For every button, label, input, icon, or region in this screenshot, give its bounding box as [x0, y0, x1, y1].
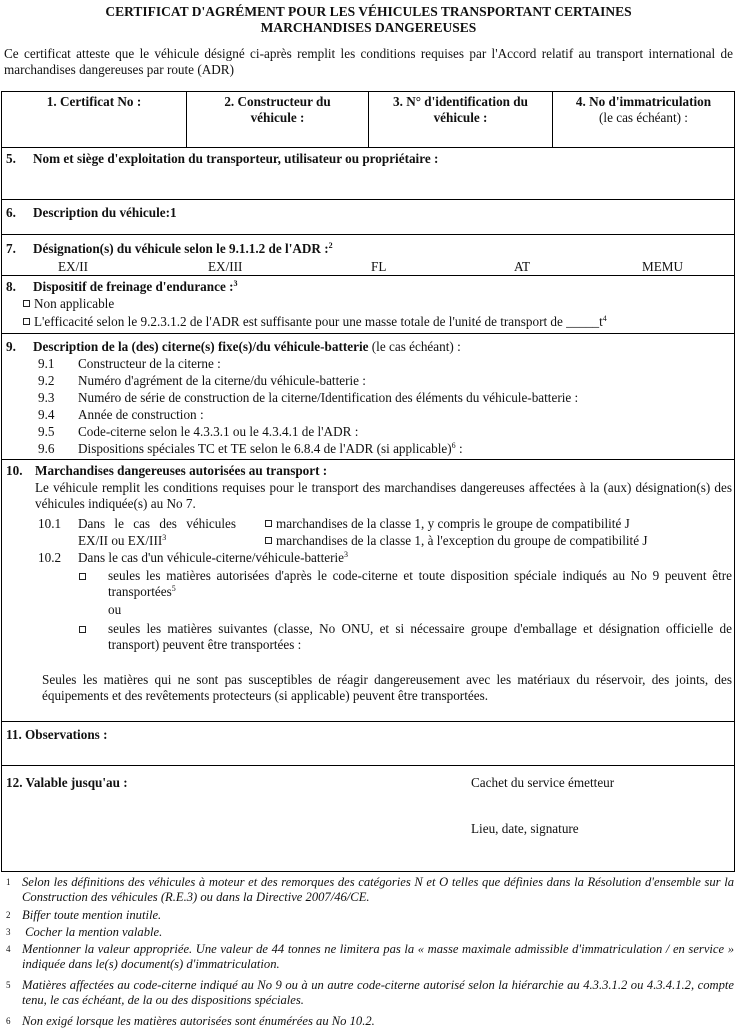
footnote-3-text: Cocher la mention valable.	[22, 925, 163, 939]
section-5-label: Nom et siège d'exploitation du transporteur, utilisateur ou propriétaire :	[33, 151, 439, 166]
item-10-2-lead-sup: 3	[344, 550, 348, 559]
section-9-label-suffix: (le cas échéant) :	[371, 339, 461, 354]
section-6-label: Description du véhicule:1	[33, 205, 177, 220]
designation-exiii[interactable]: EX/III	[208, 259, 243, 274]
section-5-number: 5.	[6, 151, 16, 166]
section-8	[1, 276, 735, 334]
vehicle-id-cell[interactable]	[369, 92, 552, 148]
section-6-number: 6.	[6, 205, 16, 220]
section-8-number: 8.	[6, 279, 16, 294]
checkbox-tank-code[interactable]	[79, 573, 86, 580]
checkbox-not-applicable[interactable]	[23, 300, 30, 307]
item-10-1-option-2: marchandises de la classe 1, à l'exception du groupe de compatibilité J	[276, 533, 648, 548]
item-9-3-number: 9.3	[38, 390, 55, 405]
section-8-sup: 3	[233, 279, 238, 288]
item-10-1-number: 10.1	[38, 516, 62, 531]
designation-memu[interactable]: MEMU	[642, 259, 684, 274]
item-9-4-text[interactable]: Année de construction :	[78, 407, 204, 422]
checkbox-class1-with-j[interactable]	[265, 520, 272, 527]
designation-at[interactable]: AT	[514, 259, 531, 274]
section-7-number: 7.	[6, 241, 16, 256]
certificate-no-label: 1. Certificat No :	[46, 94, 142, 109]
item-9-6-text: Dispositions spéciales TC et TE selon le 6.8.4 de l'ADR (si applicable)	[78, 441, 452, 456]
registration-label-1: 4. No d'immatriculation	[575, 94, 712, 109]
braking-option-1: Non applicable	[34, 296, 115, 311]
footnote-6-number: 6	[6, 1016, 11, 1026]
footnote-4-number: 4	[6, 944, 11, 954]
item-9-2-number: 9.2	[38, 373, 55, 388]
item-9-2-text[interactable]: Numéro d'agrément de la citerne/du véhicule-batterie :	[78, 373, 366, 388]
item-9-4-number: 9.4	[38, 407, 55, 422]
document-title-line2: MARCHANDISES DANGEREUSES	[260, 20, 477, 35]
manufacturer-cell[interactable]	[187, 92, 368, 148]
section-5[interactable]	[1, 148, 735, 200]
certificate-no-cell[interactable]	[2, 92, 186, 148]
section-9-number: 9.	[6, 339, 16, 354]
section-10-closing: Seules les matières qui ne sont pas susceptibles de réagir dangereusement avec les matériaux du réservoir, des joints, des équipements et des revêtements protecteurs (si applicable) peuvent être transportées.	[42, 672, 732, 703]
item-9-5-number: 9.5	[38, 424, 55, 439]
issuer-stamp-label: Cachet du service émetteur	[471, 775, 615, 790]
item-9-1-number: 9.1	[38, 356, 55, 371]
section-10-number: 10.	[6, 463, 23, 478]
registration-label-2: (le cas échéant) :	[599, 110, 688, 125]
intro-text: Ce certificat atteste que le véhicule désigné ci-après remplit les conditions requises par l'Accord relatif au transport international de marchandises dangereuses par route (ADR)	[4, 46, 733, 77]
item-10-1-option-1: marchandises de la classe 1, y compris le groupe de compatibilité J	[276, 516, 630, 531]
section-7-label: Désignation(s) du véhicule selon le 9.1.1.2 de l'ADR :	[33, 241, 329, 256]
document-title-line1: CERTIFICAT D'AGRÉMENT POUR LES VÉHICULES TRANSPORTANT CERTAINES	[105, 4, 632, 19]
section-7-sup: 2	[328, 241, 333, 250]
item-9-1-text[interactable]: Constructeur de la citerne :	[78, 356, 221, 371]
section-9-label: Description de la (des) citerne(s) fixe(s)/du véhicule-batterie	[33, 339, 369, 354]
item-10-2-option-1: seules les matières autorisées d'après le code-citerne et toute disposition spéciale indiqués au No 9 peuvent être transportées	[108, 568, 732, 599]
item-9-6-sup: 6	[451, 441, 456, 450]
item-9-6-number: 9.6	[38, 441, 55, 456]
section-10	[1, 460, 735, 722]
footnote-5-text: Matières affectées au code-citerne indiqué au No 9 ou à un autre code-citerne autorisé selon la hiérarchie au 4.3.3.1.2 ou 4.3.4.1.2, compte tenu, le cas échéant, de la ou des dispositions spéciales.	[22, 978, 734, 1007]
item-10-1-lead: Dans le cas des véhicules	[78, 516, 237, 531]
manufacturer-label-1: 2. Constructeur du	[224, 94, 331, 109]
section-10-intro: Le véhicule remplit les conditions requises pour le transport des marchandises dangereuses affectées à la (aux) désignation(s) des véhicules indiquée(s) au No 7.	[35, 480, 732, 511]
braking-option-2: L'efficacité selon le 9.2.3.1.2 de l'ADR est suffisante pour une masse totale de l'unité de transport de _____t	[34, 314, 603, 329]
braking-option-2-sup: 4	[602, 314, 607, 323]
item-10-2-option-1-sup: 5	[171, 584, 176, 593]
item-10-2-option-2: seules les matières suivantes (classe, No ONU, et si nécessaire groupe d'emballage et désignation officielle de transport) peuvent être transportées :	[108, 621, 732, 652]
checkbox-class1-without-j[interactable]	[265, 537, 272, 544]
section-11-label: 11. Observations :	[6, 727, 108, 742]
footnote-5-number: 5	[6, 980, 11, 990]
section-10-label: Marchandises dangereuses autorisées au transport :	[35, 463, 328, 478]
footnote-3-number: 3	[6, 927, 11, 937]
vehicle-id-label-2: véhicule :	[433, 110, 488, 125]
section-7	[1, 235, 735, 276]
vehicle-id-label-1: 3. N° d'identification du	[393, 94, 528, 109]
footnote-1-text: Selon les définitions des véhicules à moteur et des remorques des catégories N et O telles que définies dans la Résolution d'ensemble sur la Construction des véhicules (R.E.3) ou dans la Directive 2007/46/CE.	[22, 875, 734, 904]
manufacturer-label-2: véhicule :	[250, 110, 305, 125]
item-10-2-lead: Dans le cas d'un véhicule-citerne/véhicule-batterie	[78, 550, 344, 565]
item-10-1-lead2: EX/II ou EX/III	[78, 533, 163, 548]
designation-exii[interactable]: EX/II	[58, 259, 89, 274]
identification-row	[1, 91, 735, 148]
footnote-4-text: Mentionner la valeur appropriée. Une valeur de 44 tonnes ne limitera pas la « masse maximale admissible d'immatriculation / en service » indiquée dans le(s) document(s) d'immatriculation.	[22, 942, 734, 971]
registration-cell[interactable]	[553, 92, 734, 148]
footnote-2-text: Biffer toute mention inutile.	[22, 908, 162, 922]
section-9	[1, 334, 735, 460]
item-10-2-number: 10.2	[38, 550, 62, 565]
place-date-signature-label: Lieu, date, signature	[471, 821, 579, 836]
section-6[interactable]	[1, 200, 735, 235]
item-10-2-or: ou	[108, 602, 122, 617]
section-12[interactable]	[1, 766, 735, 872]
footnote-1	[0, 875, 737, 905]
item-10-1-lead2-sup: 3	[162, 533, 167, 542]
section-8-label: Dispositif de freinage d'endurance :	[33, 279, 234, 294]
footnote-6-text: Non exigé lorsque les matières autorisées sont énumérées au No 10.2.	[22, 1014, 375, 1028]
checkbox-listed-substances[interactable]	[79, 626, 86, 633]
footnote-2-number: 2	[6, 910, 11, 920]
item-9-3-text[interactable]: Numéro de série de construction de la citerne/Identification des éléments du véhicule-batterie :	[78, 390, 579, 405]
item-9-5-text[interactable]: Code-citerne selon le 4.3.3.1 ou le 4.3.4.1 de l'ADR :	[78, 424, 359, 439]
section-12-label: 12. Valable jusqu'au :	[6, 775, 128, 790]
item-9-6-end: :	[455, 441, 463, 456]
designation-fl[interactable]: FL	[371, 259, 387, 274]
checkbox-braking-sufficient[interactable]	[23, 318, 30, 325]
section-11[interactable]	[1, 722, 735, 766]
footnote-1-number: 1	[6, 877, 11, 887]
